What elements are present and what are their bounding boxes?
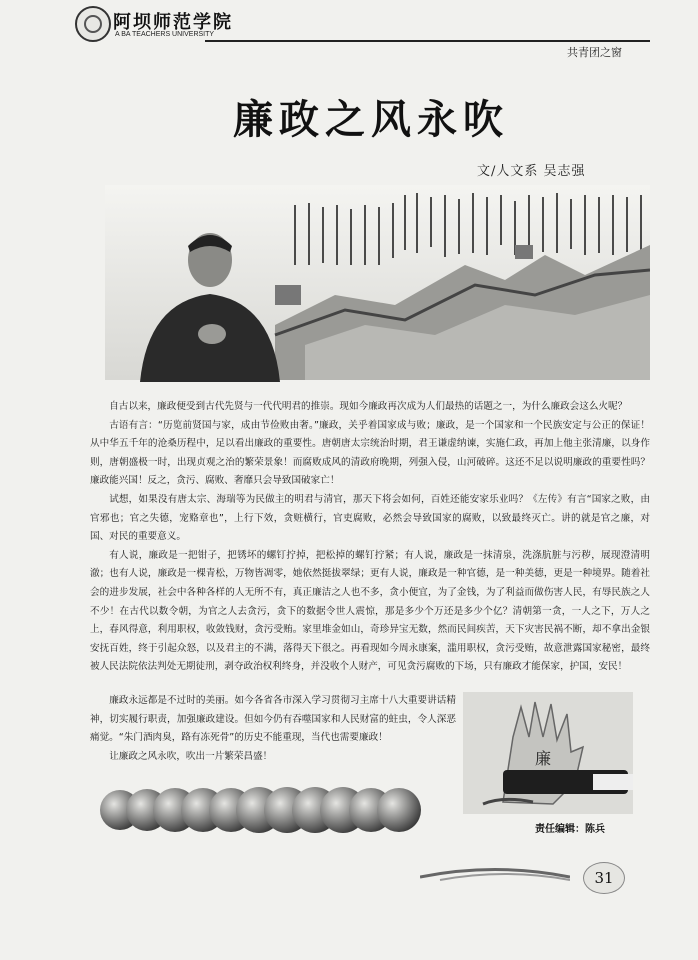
university-name: 阿坝师范学院 [113,12,233,33]
article-paragraph: 试想，如果没有唐太宗、海瑞等为民做主的明君与清官，那天下将会如何，百姓还能安家乐业吗？《左传》有言“国家之败，由官邪也；官之失德，宠赂章也”，上行下效，贪赃横行，官吏腐败，必然会导致国家的腐败，以致最终灭亡。讲的就是官之廉，对国、对民的重要意义。 [90,493,650,543]
university-name-en: A BA TEACHERS UNIVERSITY [115,31,215,38]
decorative-circles-icon [90,785,450,835]
university-seal-icon [75,6,111,42]
section-label: 共青团之窗 [567,46,622,59]
editor-credit: 责任编辑：陈兵 [535,824,605,835]
article-paragraph: 有人说，廉政是一把钳子，把锈坏的螺钉拧掉，把松掉的螺钉拧紧；有人说，廉政是一抹清泉，洗涤肮脏与污秽，展现澄清明澈；也有人说，廉政是一棵青松，万物皆凋零，她依然挺拔翠绿；更有人说，廉政是一种官德，是一种美德，更是一种境界。随着社会的进步发展，社会中各种各样的人无所不有，真正廉洁之人也不多，贪小便宜，为了金钱，为了利益而做伤害人民，有辱民族之人不少！在古代以数令朝，为官之人去贪污，贪下的数据令世人震惊，那是多少个万还是多少个亿？清朝第一贪，一人之下，万人之上，春风得意，利用职权，收敛钱财，贪污受贿。家里堆金如山，奇珍异宝无数，然而民间疾苦，天下灾害民祸不断，却不拿出金银安抚百姓，终于引起众怒，以及君主的不满，落得天下很之。再看现如今周永康案，滥用职权，贪污受贿，故意泄露国家秘密，最终被人民法院依法判处无期徒刑，剥夺政治权利终身，并没收个人财产，可见贪污腐败的下场，只有廉政才能保家，护国，安民！ [90,549,650,673]
article-paragraph: 廉政永远都是不过时的美丽。如今各省各市深入学习贯彻习主席十八大重要讲话精神，切实履行职责，加强廉政建设。但如今仍有吞噬国家和人民财富的蛀虫，令人深恶痛觉。“朱门酒肉臭，路有冻死骨”的历史不能重现，当代也需要廉政！ [90,695,456,744]
page-number-decoration [420,866,570,888]
official-portrait-image [130,222,288,382]
article-paragraph: 自古以来，廉政便受到古代先贤与一代代明君的推崇。现如今廉政再次成为人们最热的话题之一，为什么廉政会这么火呢？ [109,401,628,412]
cartoon-label: 廉 [535,749,552,768]
article-author: 文/人文系 吴志强 [477,164,586,179]
article-title: 廉政之风永吹 [233,96,509,143]
article-body-full [90,398,650,677]
article-body-narrow [90,692,456,766]
page-number: 31 [583,862,625,894]
header-rule [205,40,650,42]
article-paragraph: 古语有言：“历览前贤国与家，成由节俭败由奢。”廉政，关乎着国家成与败；廉政，是一个国家和一个民族安定与公正的保证！从中华五千年的沧桑历程中，足以看出廉政的重要性。唐朝唐太宗统治时期，君王谦虚纳谏，实施仁政，再加上他主张清廉，以身作则，唐朝盛极一时，出现贞观之治的繁荣景象！而腐败成风的清政府晚期，列强入侵，山河破碎。这还不足以说明廉政的重要性吗？廉政能兴国！反之，贪污、腐败、奢靡只会导致国破家亡！ [90,419,650,487]
anti-corruption-cartoon-image [463,692,633,814]
article-paragraph: 让廉政之风永吹，吹出一片繁荣昌盛！ [109,750,273,762]
